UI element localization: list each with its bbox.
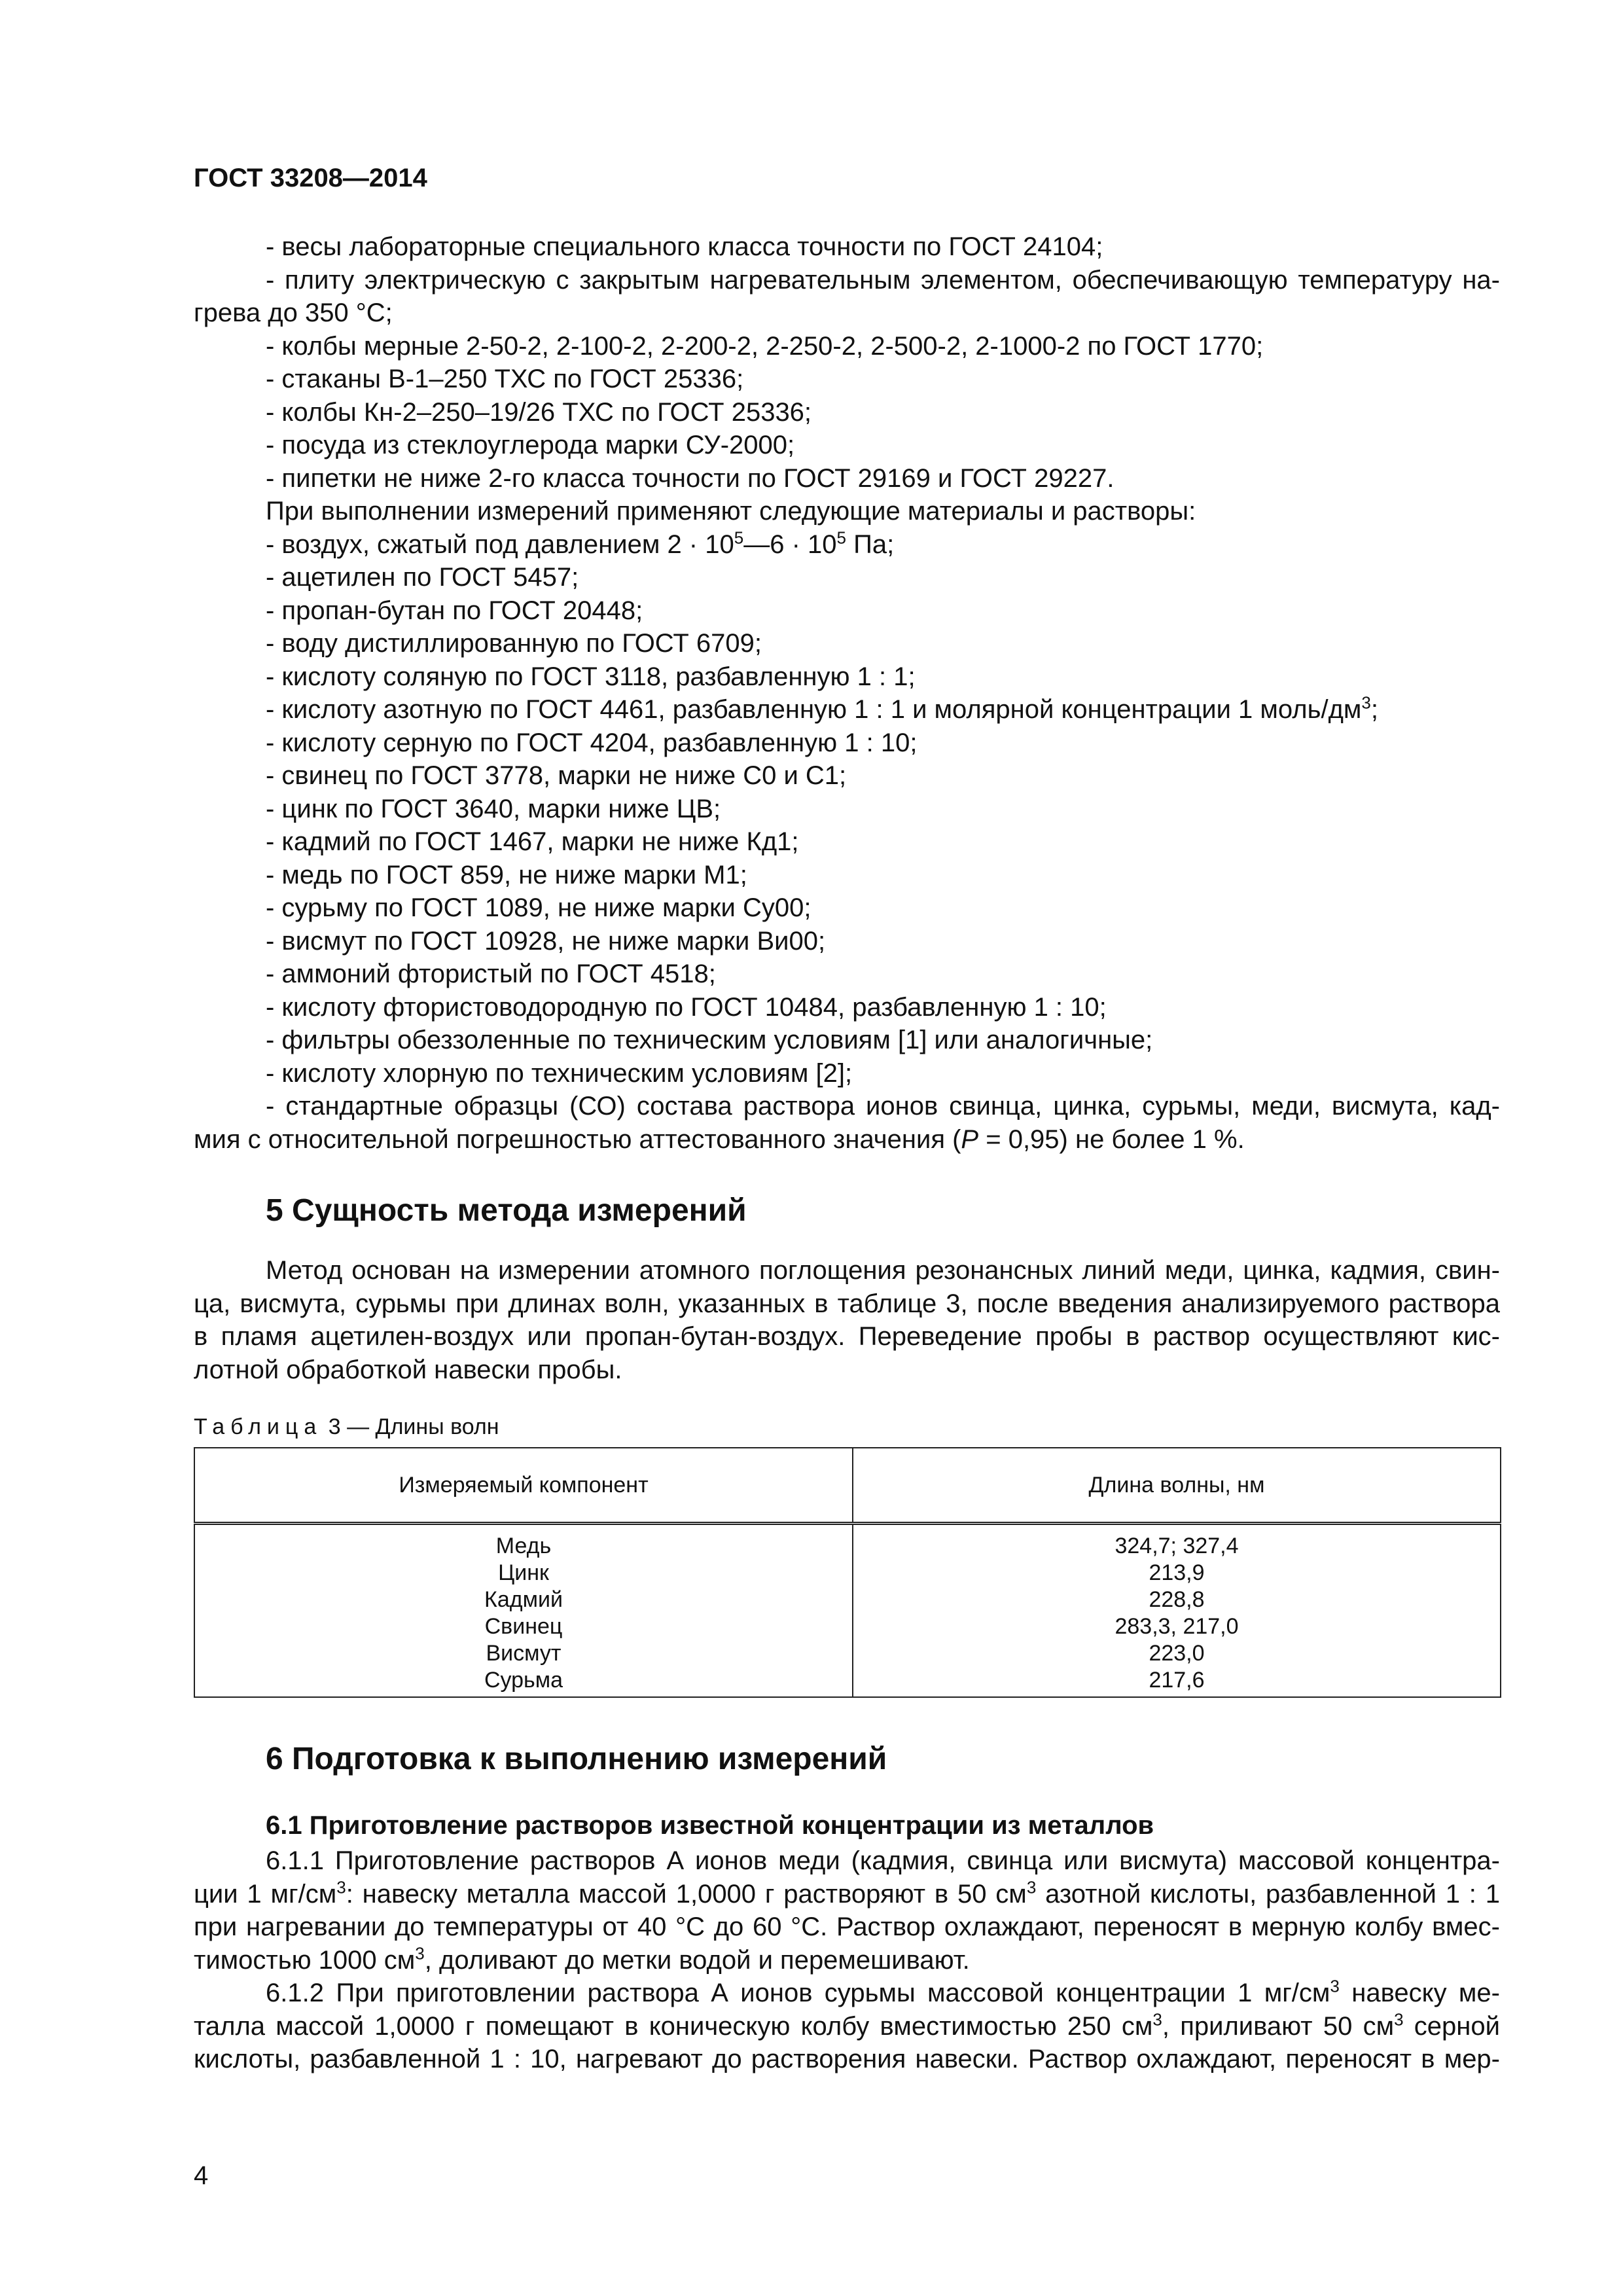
superscript: 5 [836, 528, 846, 548]
paragraph-line: кислоты, разбавленной 1 : 10, нагревают до растворения навески. Раствор охлаждают, переносят в мер- [194, 2045, 1500, 2073]
section-5-paragraph [194, 1254, 1500, 1386]
superscript: 3 [1394, 2009, 1404, 2030]
list-item: - пипетки не ниже 2-го класса точности по ГОСТ 29169 и ГОСТ 29227. [266, 463, 1115, 493]
materials-intro: При выполнении измерений применяют следующие материалы и растворы: [266, 497, 1196, 526]
paragraph-line: 6.1.1 Приготовление растворов А ионов меди (кадмия, свинца или висмута) массовой концентра- [266, 1846, 1500, 1875]
list-item: - фильтры обеззоленные по техническим условиям [1] или аналогичные; [266, 1026, 1153, 1054]
table-row [194, 1587, 1501, 1613]
list-item: - аммоний фтористый по ГОСТ 4518; [266, 960, 716, 988]
superscript: 3 [1152, 2009, 1162, 2030]
list-item: - цинк по ГОСТ 3640, марки ниже ЦВ; [266, 794, 721, 823]
list-item: - пропан-бутан по ГОСТ 20448; [266, 596, 643, 625]
text-fragment: азотной кислоты, разбавленной 1 : 1 [1036, 1879, 1500, 1909]
text-fragment: = 0,95) не более 1 %. [978, 1124, 1245, 1154]
text-fragment: —6 · 10 [743, 529, 837, 559]
superscript: 3 [1330, 1976, 1340, 1996]
list-item: - ацетилен по ГОСТ 5457; [266, 563, 579, 592]
paragraph-line: Метод основан на измерении атомного поглощения резонансных линий меди, цинка, кадмия, свин- [266, 1256, 1500, 1285]
paragraph-line: в пламя ацетилен-воздух или пропан-бутан-воздух. Переведение пробы в раствор осуществляют кис- [194, 1322, 1500, 1351]
superscript: 3 [336, 1877, 346, 1897]
text-fragment: тимостью 1000 см [194, 1945, 416, 1975]
list-item: - кадмий по ГОСТ 1467, марки не ниже Кд1; [266, 827, 799, 856]
table-cell: 283,3, 217,0 [853, 1613, 1501, 1640]
text-fragment: ; [1370, 695, 1379, 724]
table-header-cell: Измеряемый компонент [194, 1448, 853, 1524]
list-item: - плиту электрическую с закрытым нагревательным элементом, обеспечивающую температуру на- [266, 265, 1500, 295]
section-heading: 6 Подготовка к выполнению измерений [266, 1742, 887, 1776]
list-item: - стандартные образцы (СО) состава раствора ионов свинца, цинка, сурьмы, меди, висмута, кад- [266, 1092, 1500, 1121]
table-header-cell: Длина волны, нм [853, 1448, 1501, 1524]
list-item: - кислоту соляную по ГОСТ 3118, разбавленную 1 : 1; [266, 662, 916, 691]
table-cell: 223,0 [853, 1640, 1501, 1667]
list-item: - колбы Кн-2–250–19/26 ТХС по ГОСТ 25336; [266, 397, 812, 427]
paragraph-line: при нагревании до температуры от 40 °С до 60 °С. Раствор охлаждают, переносят в мерную колбу вмес- [194, 1912, 1500, 1941]
list-item: - сурьму по ГОСТ 1089, не ниже марки Су00; [266, 893, 812, 922]
table-cell: Свинец [194, 1613, 853, 1640]
list-item: - колбы мерные 2-50-2, 2-100-2, 2-200-2, 2-250-2, 2-500-2, 2-1000-2 по ГОСТ 1770; [266, 331, 1264, 361]
list-item: - свинец по ГОСТ 3778, марки не ниже С0 и С1; [266, 761, 847, 790]
table-cell: 217,6 [853, 1667, 1501, 1697]
materials-block [194, 230, 1500, 1156]
text-fragment: мия с относительной погрешностью аттестованного значения ( [194, 1124, 961, 1154]
table-caption-text: 3 — Длины волн [322, 1414, 499, 1439]
wavelength-table [194, 1447, 1501, 1698]
section-6-paragraphs [194, 1844, 1500, 2076]
list-item: - посуда из стеклоуглерода марки СУ-2000; [266, 431, 795, 459]
paragraph-line: лотной обработкой навески пробы. [194, 1355, 622, 1384]
list-item [194, 693, 1500, 726]
superscript: 3 [1361, 692, 1371, 713]
table-cell: Цинк [194, 1560, 853, 1587]
list-item [194, 528, 1500, 562]
table-row [194, 1613, 1501, 1640]
list-item: - висмут по ГОСТ 10928, не ниже марки Ви00; [266, 926, 826, 956]
table-row [194, 1667, 1501, 1697]
text-fragment: 6.1.2 При приготовлении раствора А ионов сурьмы массовой концентрации 1 мг/см [266, 1979, 1330, 2007]
list-item: - медь по ГОСТ 859, не ниже марки М1; [266, 860, 747, 889]
paragraph-line [194, 1977, 1500, 2010]
table-cell: Медь [194, 1524, 853, 1560]
italic-symbol: P [961, 1124, 979, 1154]
table-cell: Висмут [194, 1640, 853, 1667]
subsection-heading: 6.1 Приготовление растворов известной концентрации из металлов [266, 1811, 1154, 1840]
table-cell: 213,9 [853, 1560, 1501, 1587]
text-fragment: Па; [846, 529, 895, 559]
table-row [194, 1640, 1501, 1667]
table-header-row [194, 1448, 1501, 1524]
text-fragment: - кислоту азотную по ГОСТ 4461, разбавленную 1 : 1 и молярной концентрации 1 моль/дм [266, 695, 1362, 724]
list-item: - кислоту серную по ГОСТ 4204, разбавленную 1 : 10; [266, 728, 918, 757]
table-row [194, 1524, 1501, 1560]
list-item: - кислоту хлорную по техническим условиям [2]; [266, 1058, 853, 1088]
list-item: - кислоту фтористоводородную по ГОСТ 10484, разбавленную 1 : 10; [266, 992, 1107, 1022]
page-number: 4 [194, 2161, 209, 2190]
table-cell: 324,7; 327,4 [853, 1524, 1501, 1560]
table-cell: 228,8 [853, 1587, 1501, 1613]
text-fragment: , доливают до метки водой и перемешивают. [424, 1945, 970, 1975]
text-fragment: навеску ме- [1339, 1979, 1500, 2007]
paragraph-line [194, 1878, 1500, 1911]
text-fragment: : навеску металла массой 1,0000 г растворяют в 50 см [346, 1879, 1027, 1909]
list-item: - весы лабораторные специального класса точности по ГОСТ 24104; [266, 232, 1103, 261]
table-cell: Сурьма [194, 1667, 853, 1697]
text-fragment: талла массой 1,0000 г помещают в коническую колбу вместимостью 250 см [194, 2011, 1153, 2041]
superscript: 3 [415, 1943, 425, 1964]
paragraph-line: ца, висмута, сурьмы при длинах волн, указанных в таблице 3, после введения анализируемого раствора [194, 1289, 1500, 1318]
paragraph-line [194, 2010, 1500, 2043]
table-row [194, 1560, 1501, 1587]
text-fragment: ции 1 мг/см [194, 1879, 337, 1909]
list-item: - воду дистиллированную по ГОСТ 6709; [266, 629, 762, 658]
superscript: 5 [734, 528, 744, 548]
list-item: - стаканы В-1–250 ТХС по ГОСТ 25336; [266, 365, 744, 393]
table-caption-label: Таблица [194, 1414, 323, 1439]
document-code: ГОСТ 33208—2014 [194, 164, 427, 192]
text-fragment: - воздух, сжатый под давлением 2 · 10 [266, 529, 734, 559]
text-fragment: , приливают 50 см [1162, 2011, 1395, 2041]
section-heading: 5 Сущность метода измерений [266, 1193, 747, 1228]
list-item-continuation: грева до 350 °С; [194, 298, 393, 327]
table-caption [194, 1412, 499, 1441]
table-cell: Кадмий [194, 1587, 853, 1613]
superscript: 3 [1026, 1877, 1037, 1897]
paragraph-line [194, 1944, 1500, 1977]
text-fragment: серной [1403, 2011, 1500, 2041]
list-item-continuation [194, 1123, 1500, 1157]
